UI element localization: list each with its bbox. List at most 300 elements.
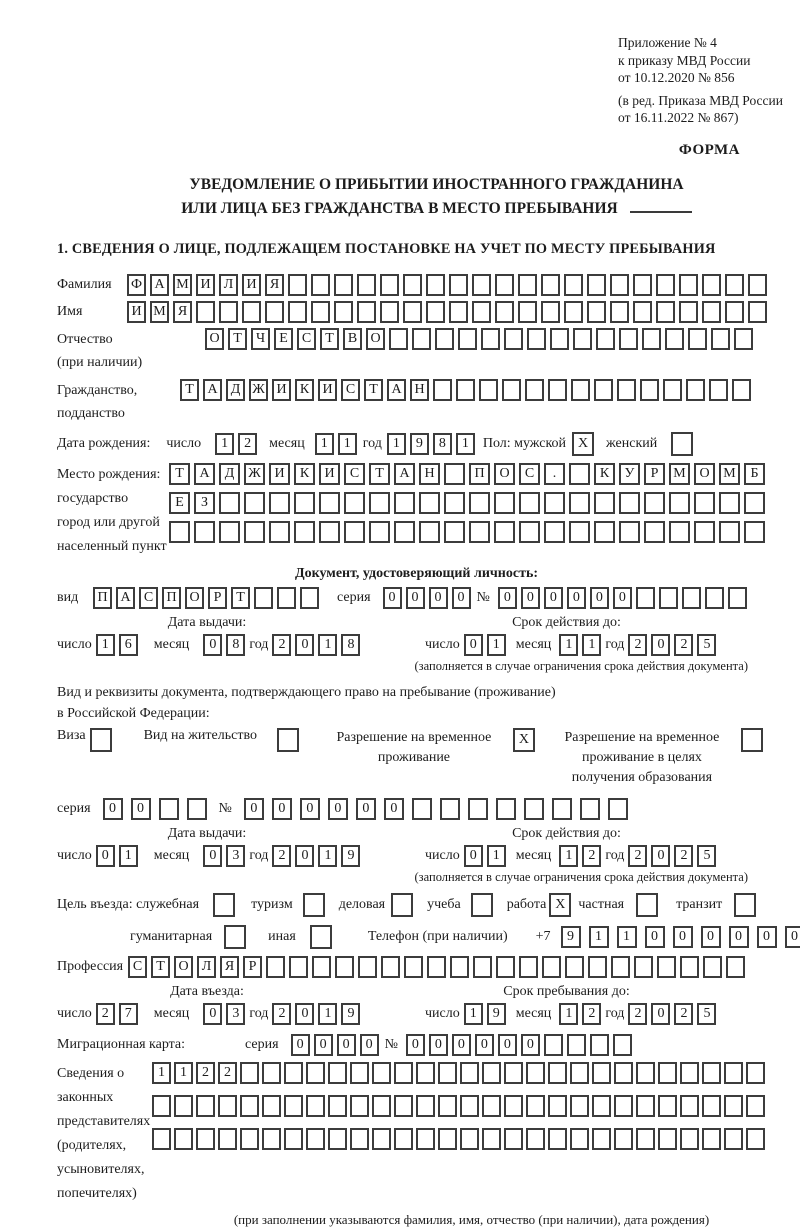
id-doc-number-input-cell-3[interactable]: 0 (544, 587, 563, 609)
given-name-input-cell-3[interactable]: Я (173, 301, 192, 323)
stay-doc-number-input-cell-8[interactable] (440, 798, 460, 820)
representatives-row3-input-cell-18[interactable] (526, 1128, 545, 1150)
patronymic-input-cell-8[interactable]: О (366, 328, 385, 350)
profession-input-cell-4[interactable]: Л (197, 956, 216, 978)
birthplace-row2-input-cell-3[interactable] (219, 492, 240, 514)
birthplace-row3-input-cell-6[interactable] (294, 521, 315, 543)
birthplace-row2-input-cell-16[interactable] (544, 492, 565, 514)
id-doc-number-input-cell-2[interactable]: 0 (521, 587, 540, 609)
id-doc-number-input-cell-11[interactable] (728, 587, 747, 609)
purpose-study-checkbox-cell-1[interactable] (471, 893, 493, 917)
representatives-row3-input-cell-9[interactable] (328, 1128, 347, 1150)
id-doc-type-input-cell-10[interactable] (300, 587, 319, 609)
representatives-row2-input-cell-11[interactable] (372, 1095, 391, 1117)
birthplace-row3-input-cell-4[interactable] (244, 521, 265, 543)
birthplace-row2-input-cell-23[interactable] (719, 492, 740, 514)
birthplace-row3-input-cell-1[interactable] (169, 521, 190, 543)
representatives-row2-input-cell-13[interactable] (416, 1095, 435, 1117)
birthplace-row3-input-cell-23[interactable] (719, 521, 740, 543)
representatives-row1-input-cell-9[interactable] (328, 1062, 347, 1084)
surname-input-cell-14[interactable] (426, 274, 445, 296)
representatives-row2-input-cell-21[interactable] (592, 1095, 611, 1117)
phone-input-cell-7[interactable]: 0 (729, 926, 749, 948)
representatives-row3-input-cell-17[interactable] (504, 1128, 523, 1150)
given-name-input-cell-12[interactable] (380, 301, 399, 323)
stay-doc-number-input-cell-6[interactable]: 0 (384, 798, 404, 820)
id-valid-month-input-cell-1[interactable]: 1 (559, 634, 578, 656)
representatives-row3-input-cell-1[interactable] (152, 1128, 171, 1150)
representatives-row1-input-cell-28[interactable] (746, 1062, 765, 1084)
birthplace-row1-input-cell-5[interactable]: И (269, 463, 290, 485)
representatives-row1-input-cell-16[interactable] (482, 1062, 501, 1084)
birthplace-row3-input-cell-15[interactable] (519, 521, 540, 543)
mig-card-number-input-cell-6[interactable]: 0 (521, 1034, 540, 1056)
mig-card-number-input-cell-1[interactable]: 0 (406, 1034, 425, 1056)
given-name-input-cell-19[interactable] (541, 301, 560, 323)
birthplace-row1-input-cell-9[interactable]: Т (369, 463, 390, 485)
patronymic-input-cell-6[interactable]: Т (320, 328, 339, 350)
stay-until-day-input-cell-1[interactable]: 1 (464, 1003, 483, 1025)
representatives-row2-input-cell-19[interactable] (548, 1095, 567, 1117)
id-doc-number-input-cell-5[interactable]: 0 (590, 587, 609, 609)
birthplace-row2-input-cell-22[interactable] (694, 492, 715, 514)
representatives-row2-input-cell-20[interactable] (570, 1095, 589, 1117)
patronymic-input-cell-1[interactable]: О (205, 328, 224, 350)
patronymic-input-cell-22[interactable] (688, 328, 707, 350)
surname-input-cell-16[interactable] (472, 274, 491, 296)
birthplace-row2-input-cell-15[interactable] (519, 492, 540, 514)
purpose-business-checkbox-cell-1[interactable] (391, 893, 413, 917)
stay-valid-month-input-cell-1[interactable]: 1 (559, 845, 578, 867)
patronymic-input-cell-3[interactable]: Ч (251, 328, 270, 350)
patronymic-input-cell-13[interactable] (481, 328, 500, 350)
representatives-row3-input-cell-5[interactable] (240, 1128, 259, 1150)
stay-doc-series-input-cell-3[interactable] (159, 798, 179, 820)
id-issue-year-input-cell-2[interactable]: 0 (295, 634, 314, 656)
phone-input-cell-5[interactable]: 0 (673, 926, 693, 948)
birthplace-row3-input-cell-2[interactable] (194, 521, 215, 543)
citizenship-input-cell-3[interactable]: Д (226, 379, 245, 401)
patronymic-input-cell-2[interactable]: Т (228, 328, 247, 350)
stay-until-day-input-cell-2[interactable]: 9 (487, 1003, 506, 1025)
birthplace-row3-input-cell-16[interactable] (544, 521, 565, 543)
patronymic-input-cell-17[interactable] (573, 328, 592, 350)
id-doc-number-input-cell-7[interactable] (636, 587, 655, 609)
phone-input-cell-9[interactable]: 0 (785, 926, 800, 948)
profession-input-cell-21[interactable] (588, 956, 607, 978)
patronymic-input-cell-21[interactable] (665, 328, 684, 350)
citizenship-input-cell-7[interactable]: И (318, 379, 337, 401)
mig-card-number-input-cell-4[interactable]: 0 (475, 1034, 494, 1056)
surname-input-cell-25[interactable] (679, 274, 698, 296)
phone-input-cell-2[interactable]: 1 (589, 926, 609, 948)
representatives-row2-input-cell-25[interactable] (680, 1095, 699, 1117)
birthplace-row3-input-cell-14[interactable] (494, 521, 515, 543)
citizenship-input-cell-4[interactable]: Ж (249, 379, 268, 401)
representatives-row3-input-cell-11[interactable] (372, 1128, 391, 1150)
representatives-row1-input-cell-27[interactable] (724, 1062, 743, 1084)
birthplace-row1-input-cell-21[interactable]: М (669, 463, 690, 485)
birth-month-input-cell-1[interactable]: 1 (315, 433, 334, 455)
entry-month-input-cell-2[interactable]: 3 (226, 1003, 245, 1025)
representatives-row1-input-cell-17[interactable] (504, 1062, 523, 1084)
birthplace-row2-input-cell-11[interactable] (419, 492, 440, 514)
representatives-row3-input-cell-12[interactable] (394, 1128, 413, 1150)
given-name-input-cell-18[interactable] (518, 301, 537, 323)
birthplace-row3-input-cell-19[interactable] (619, 521, 640, 543)
representatives-row1-input-cell-2[interactable]: 1 (174, 1062, 193, 1084)
profession-input-cell-19[interactable] (542, 956, 561, 978)
entry-year-input-cell-3[interactable]: 1 (318, 1003, 337, 1025)
phone-input-cell-1[interactable]: 9 (561, 926, 581, 948)
given-name-input-cell-11[interactable] (357, 301, 376, 323)
birthplace-row1-input-cell-20[interactable]: Р (644, 463, 665, 485)
patronymic-input-cell-4[interactable]: Е (274, 328, 293, 350)
id-issue-year-input-cell-3[interactable]: 1 (318, 634, 337, 656)
representatives-row3-input-cell-3[interactable] (196, 1128, 215, 1150)
given-name-input-cell-16[interactable] (472, 301, 491, 323)
birthplace-row3-input-cell-20[interactable] (644, 521, 665, 543)
surname-input-cell-27[interactable] (725, 274, 744, 296)
entry-year-input-cell-1[interactable]: 2 (272, 1003, 291, 1025)
given-name-input-cell-9[interactable] (311, 301, 330, 323)
citizenship-input-cell-2[interactable]: А (203, 379, 222, 401)
given-name-input-cell-27[interactable] (725, 301, 744, 323)
citizenship-input-cell-6[interactable]: К (295, 379, 314, 401)
birthplace-row2-input-cell-21[interactable] (669, 492, 690, 514)
surname-input-cell-15[interactable] (449, 274, 468, 296)
birthplace-row2-input-cell-13[interactable] (469, 492, 490, 514)
representatives-row2-input-cell-23[interactable] (636, 1095, 655, 1117)
mig-card-series-input-cell-2[interactable]: 0 (314, 1034, 333, 1056)
birthplace-row2-input-cell-7[interactable] (319, 492, 340, 514)
stay-valid-day-input-cell-2[interactable]: 1 (487, 845, 506, 867)
sex-male-checkbox-cell-1[interactable]: X (572, 432, 594, 456)
profession-input-cell-26[interactable] (703, 956, 722, 978)
stay-doc-number-input-cell-9[interactable] (468, 798, 488, 820)
birth-year-input-cell-1[interactable]: 1 (387, 433, 406, 455)
profession-input-cell-6[interactable]: Р (243, 956, 262, 978)
citizenship-input-cell-23[interactable] (686, 379, 705, 401)
stay-valid-day-input-cell-1[interactable]: 0 (464, 845, 483, 867)
given-name-input-cell-4[interactable] (196, 301, 215, 323)
stay-doc-number-input-cell-1[interactable]: 0 (244, 798, 264, 820)
representatives-row3-input-cell-14[interactable] (438, 1128, 457, 1150)
purpose-tourism-checkbox-cell-1[interactable] (303, 893, 325, 917)
representatives-row1-input-cell-1[interactable]: 1 (152, 1062, 171, 1084)
representatives-row2-input-cell-28[interactable] (746, 1095, 765, 1117)
representatives-row2-input-cell-1[interactable] (152, 1095, 171, 1117)
stay-issue-day-input-cell-1[interactable]: 0 (96, 845, 115, 867)
id-doc-type-input-cell-4[interactable]: П (162, 587, 181, 609)
surname-input-cell-28[interactable] (748, 274, 767, 296)
citizenship-input-cell-1[interactable]: Т (180, 379, 199, 401)
birthplace-row3-input-cell-12[interactable] (444, 521, 465, 543)
birthplace-row2-input-cell-19[interactable] (619, 492, 640, 514)
id-issue-day-input-cell-1[interactable]: 1 (96, 634, 115, 656)
birthplace-row1-input-cell-24[interactable]: Б (744, 463, 765, 485)
representatives-row1-input-cell-11[interactable] (372, 1062, 391, 1084)
id-doc-type-input-cell-5[interactable]: О (185, 587, 204, 609)
patronymic-input-cell-7[interactable]: В (343, 328, 362, 350)
profession-input-cell-12[interactable] (381, 956, 400, 978)
surname-input-cell-11[interactable] (357, 274, 376, 296)
birthplace-row1-input-cell-17[interactable] (569, 463, 590, 485)
representatives-row3-input-cell-10[interactable] (350, 1128, 369, 1150)
birth-day-input-cell-2[interactable]: 2 (238, 433, 257, 455)
profession-input-cell-27[interactable] (726, 956, 745, 978)
id-doc-number-input-cell-10[interactable] (705, 587, 724, 609)
representatives-row3-input-cell-7[interactable] (284, 1128, 303, 1150)
patronymic-input-cell-11[interactable] (435, 328, 454, 350)
id-valid-year-input-cell-2[interactable]: 0 (651, 634, 670, 656)
representatives-row2-input-cell-5[interactable] (240, 1095, 259, 1117)
birthplace-row3-input-cell-13[interactable] (469, 521, 490, 543)
representatives-row3-input-cell-25[interactable] (680, 1128, 699, 1150)
profession-input-cell-23[interactable] (634, 956, 653, 978)
mig-card-series-input-cell-4[interactable]: 0 (360, 1034, 379, 1056)
surname-input-cell-3[interactable]: М (173, 274, 192, 296)
given-name-input-cell-2[interactable]: М (150, 301, 169, 323)
stay-issue-year-input-cell-2[interactable]: 0 (295, 845, 314, 867)
patronymic-input-cell-12[interactable] (458, 328, 477, 350)
profession-input-cell-3[interactable]: О (174, 956, 193, 978)
surname-input-cell-24[interactable] (656, 274, 675, 296)
representatives-row2-input-cell-15[interactable] (460, 1095, 479, 1117)
stay-doc-series-input-cell-2[interactable]: 0 (131, 798, 151, 820)
citizenship-input-cell-16[interactable] (525, 379, 544, 401)
given-name-input-cell-26[interactable] (702, 301, 721, 323)
mig-card-number-input-cell-2[interactable]: 0 (429, 1034, 448, 1056)
profession-input-cell-10[interactable] (335, 956, 354, 978)
stay-issue-year-input-cell-4[interactable]: 9 (341, 845, 360, 867)
representatives-row2-input-cell-9[interactable] (328, 1095, 347, 1117)
birthplace-row2-input-cell-6[interactable] (294, 492, 315, 514)
representatives-row2-input-cell-4[interactable] (218, 1095, 237, 1117)
representatives-row3-input-cell-24[interactable] (658, 1128, 677, 1150)
surname-input-cell-2[interactable]: А (150, 274, 169, 296)
birth-year-input-cell-3[interactable]: 8 (433, 433, 452, 455)
stay-issue-year-input-cell-1[interactable]: 2 (272, 845, 291, 867)
surname-input-cell-20[interactable] (564, 274, 583, 296)
birth-year-input-cell-2[interactable]: 9 (410, 433, 429, 455)
birthplace-row1-input-cell-23[interactable]: М (719, 463, 740, 485)
birthplace-row2-input-cell-20[interactable] (644, 492, 665, 514)
representatives-row3-input-cell-21[interactable] (592, 1128, 611, 1150)
representatives-row1-input-cell-6[interactable] (262, 1062, 281, 1084)
stay-issue-month-input-cell-1[interactable]: 0 (203, 845, 222, 867)
birthplace-row2-input-cell-4[interactable] (244, 492, 265, 514)
representatives-row1-input-cell-12[interactable] (394, 1062, 413, 1084)
id-issue-day-input-cell-2[interactable]: 6 (119, 634, 138, 656)
given-name-input-cell-13[interactable] (403, 301, 422, 323)
citizenship-input-cell-13[interactable] (456, 379, 475, 401)
mig-card-series-input-cell-3[interactable]: 0 (337, 1034, 356, 1056)
id-issue-month-input-cell-1[interactable]: 0 (203, 634, 222, 656)
citizenship-input-cell-14[interactable] (479, 379, 498, 401)
citizenship-input-cell-24[interactable] (709, 379, 728, 401)
given-name-input-cell-8[interactable] (288, 301, 307, 323)
birthplace-row1-input-cell-8[interactable]: С (344, 463, 365, 485)
patronymic-input-cell-10[interactable] (412, 328, 431, 350)
purpose-private-checkbox-cell-1[interactable] (636, 893, 658, 917)
representatives-row1-input-cell-10[interactable] (350, 1062, 369, 1084)
id-doc-number-input-cell-4[interactable]: 0 (567, 587, 586, 609)
stay-issue-year-input-cell-3[interactable]: 1 (318, 845, 337, 867)
citizenship-input-cell-12[interactable] (433, 379, 452, 401)
given-name-input-cell-25[interactable] (679, 301, 698, 323)
birthplace-row1-input-cell-16[interactable]: . (544, 463, 565, 485)
representatives-row1-input-cell-4[interactable]: 2 (218, 1062, 237, 1084)
purpose-official-checkbox-cell-1[interactable] (213, 893, 235, 917)
representatives-row3-input-cell-19[interactable] (548, 1128, 567, 1150)
given-name-input-cell-21[interactable] (587, 301, 606, 323)
given-name-input-cell-24[interactable] (656, 301, 675, 323)
birthplace-row3-input-cell-3[interactable] (219, 521, 240, 543)
citizenship-input-cell-19[interactable] (594, 379, 613, 401)
representatives-row1-input-cell-8[interactable] (306, 1062, 325, 1084)
representatives-row2-input-cell-10[interactable] (350, 1095, 369, 1117)
stay-doc-number-input-cell-4[interactable]: 0 (328, 798, 348, 820)
purpose-work-checkbox-cell-1[interactable]: X (549, 893, 571, 917)
representatives-row2-input-cell-27[interactable] (724, 1095, 743, 1117)
representatives-row2-input-cell-7[interactable] (284, 1095, 303, 1117)
citizenship-input-cell-20[interactable] (617, 379, 636, 401)
birthplace-row3-input-cell-11[interactable] (419, 521, 440, 543)
entry-day-input-cell-2[interactable]: 7 (119, 1003, 138, 1025)
given-name-input-cell-23[interactable] (633, 301, 652, 323)
stay-doc-number-input-cell-13[interactable] (580, 798, 600, 820)
representatives-row3-input-cell-26[interactable] (702, 1128, 721, 1150)
id-doc-type-input-cell-8[interactable] (254, 587, 273, 609)
citizenship-input-cell-21[interactable] (640, 379, 659, 401)
birth-year-input-cell-4[interactable]: 1 (456, 433, 475, 455)
id-doc-type-input-cell-9[interactable] (277, 587, 296, 609)
birthplace-row2-input-cell-2[interactable]: З (194, 492, 215, 514)
representatives-row3-input-cell-23[interactable] (636, 1128, 655, 1150)
birthplace-row1-input-cell-13[interactable]: П (469, 463, 490, 485)
profession-input-cell-24[interactable] (657, 956, 676, 978)
representatives-row3-input-cell-15[interactable] (460, 1128, 479, 1150)
citizenship-input-cell-15[interactable] (502, 379, 521, 401)
surname-input-cell-10[interactable] (334, 274, 353, 296)
birthplace-row3-input-cell-22[interactable] (694, 521, 715, 543)
profession-input-cell-2[interactable]: Т (151, 956, 170, 978)
representatives-row3-input-cell-2[interactable] (174, 1128, 193, 1150)
id-doc-type-input-cell-6[interactable]: Р (208, 587, 227, 609)
mig-card-series-input-cell-1[interactable]: 0 (291, 1034, 310, 1056)
phone-input-cell-3[interactable]: 1 (617, 926, 637, 948)
representatives-row1-input-cell-18[interactable] (526, 1062, 545, 1084)
phone-input-cell-6[interactable]: 0 (701, 926, 721, 948)
birth-month-input-cell-2[interactable]: 1 (338, 433, 357, 455)
entry-year-input-cell-2[interactable]: 0 (295, 1003, 314, 1025)
stay-valid-year-input-cell-4[interactable]: 5 (697, 845, 716, 867)
birthplace-row3-input-cell-10[interactable] (394, 521, 415, 543)
representatives-row3-input-cell-4[interactable] (218, 1128, 237, 1150)
stay-doc-number-input-cell-7[interactable] (412, 798, 432, 820)
representatives-row2-input-cell-8[interactable] (306, 1095, 325, 1117)
birthplace-row1-input-cell-22[interactable]: О (694, 463, 715, 485)
patronymic-input-cell-19[interactable] (619, 328, 638, 350)
given-name-input-cell-15[interactable] (449, 301, 468, 323)
representatives-row2-input-cell-24[interactable] (658, 1095, 677, 1117)
citizenship-input-cell-22[interactable] (663, 379, 682, 401)
surname-input-cell-8[interactable] (288, 274, 307, 296)
representatives-row2-input-cell-26[interactable] (702, 1095, 721, 1117)
patronymic-input-cell-16[interactable] (550, 328, 569, 350)
citizenship-input-cell-17[interactable] (548, 379, 567, 401)
profession-input-cell-14[interactable] (427, 956, 446, 978)
entry-year-input-cell-4[interactable]: 9 (341, 1003, 360, 1025)
id-issue-month-input-cell-2[interactable]: 8 (226, 634, 245, 656)
representatives-row1-input-cell-14[interactable] (438, 1062, 457, 1084)
representatives-row3-input-cell-16[interactable] (482, 1128, 501, 1150)
stay-doc-number-input-cell-10[interactable] (496, 798, 516, 820)
profession-input-cell-9[interactable] (312, 956, 331, 978)
profession-input-cell-7[interactable] (266, 956, 285, 978)
id-issue-year-input-cell-4[interactable]: 8 (341, 634, 360, 656)
birthplace-row2-input-cell-14[interactable] (494, 492, 515, 514)
mig-card-number-input-cell-5[interactable]: 0 (498, 1034, 517, 1056)
patronymic-input-cell-5[interactable]: С (297, 328, 316, 350)
stay-doc-number-input-cell-11[interactable] (524, 798, 544, 820)
representatives-row2-input-cell-3[interactable] (196, 1095, 215, 1117)
stay-until-year-input-cell-4[interactable]: 5 (697, 1003, 716, 1025)
birthplace-row1-input-cell-11[interactable]: Н (419, 463, 440, 485)
birthplace-row2-input-cell-18[interactable] (594, 492, 615, 514)
representatives-row1-input-cell-5[interactable] (240, 1062, 259, 1084)
citizenship-input-cell-11[interactable]: Н (410, 379, 429, 401)
stay-doc-number-input-cell-14[interactable] (608, 798, 628, 820)
profession-input-cell-18[interactable] (519, 956, 538, 978)
purpose-humanitarian-checkbox-cell-1[interactable] (224, 925, 246, 949)
representatives-row1-input-cell-13[interactable] (416, 1062, 435, 1084)
id-doc-number-input-cell-1[interactable]: 0 (498, 587, 517, 609)
residence-permit-checkbox-cell-1[interactable] (277, 728, 299, 752)
purpose-other-checkbox-cell-1[interactable] (310, 925, 332, 949)
patronymic-input-cell-15[interactable] (527, 328, 546, 350)
citizenship-input-cell-9[interactable]: Т (364, 379, 383, 401)
patronymic-input-cell-14[interactable] (504, 328, 523, 350)
surname-input-cell-9[interactable] (311, 274, 330, 296)
patronymic-input-cell-18[interactable] (596, 328, 615, 350)
representatives-row2-input-cell-2[interactable] (174, 1095, 193, 1117)
birthplace-row3-input-cell-24[interactable] (744, 521, 765, 543)
stay-valid-year-input-cell-3[interactable]: 2 (674, 845, 693, 867)
profession-input-cell-11[interactable] (358, 956, 377, 978)
representatives-row2-input-cell-18[interactable] (526, 1095, 545, 1117)
surname-input-cell-7[interactable]: Я (265, 274, 284, 296)
birthplace-row3-input-cell-17[interactable] (569, 521, 590, 543)
birthplace-row3-input-cell-7[interactable] (319, 521, 340, 543)
representatives-row1-input-cell-24[interactable] (658, 1062, 677, 1084)
stay-until-year-input-cell-3[interactable]: 2 (674, 1003, 693, 1025)
birthplace-row3-input-cell-21[interactable] (669, 521, 690, 543)
birthplace-row1-input-cell-7[interactable]: И (319, 463, 340, 485)
representatives-row3-input-cell-28[interactable] (746, 1128, 765, 1150)
visa-checkbox-cell-1[interactable] (90, 728, 112, 752)
representatives-row2-input-cell-16[interactable] (482, 1095, 501, 1117)
representatives-row2-input-cell-22[interactable] (614, 1095, 633, 1117)
profession-input-cell-13[interactable] (404, 956, 423, 978)
given-name-input-cell-7[interactable] (265, 301, 284, 323)
birthplace-row2-input-cell-24[interactable] (744, 492, 765, 514)
stay-until-month-input-cell-2[interactable]: 2 (582, 1003, 601, 1025)
representatives-row3-input-cell-8[interactable] (306, 1128, 325, 1150)
surname-input-cell-18[interactable] (518, 274, 537, 296)
given-name-input-cell-1[interactable]: И (127, 301, 146, 323)
